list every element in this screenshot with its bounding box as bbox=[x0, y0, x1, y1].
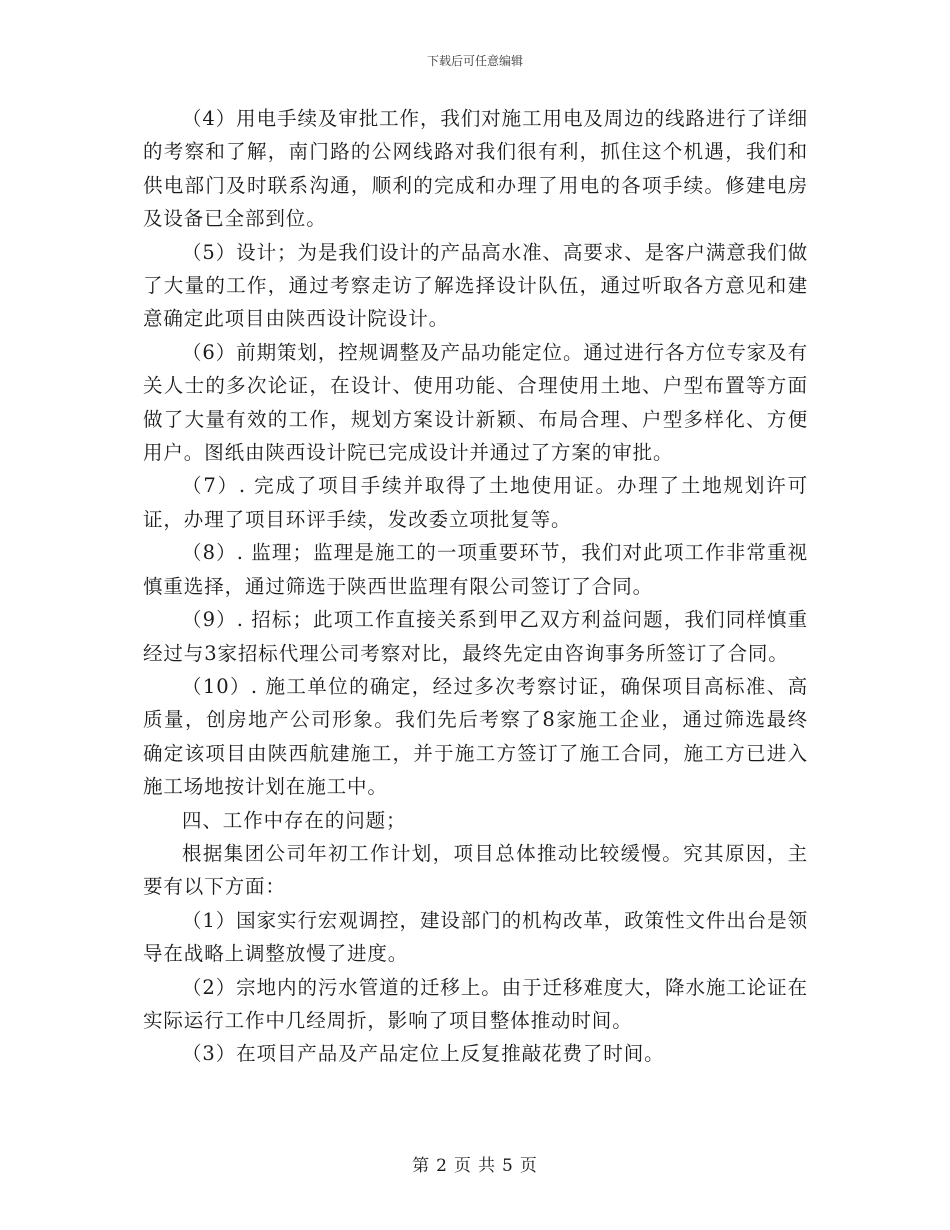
paragraph-item-5-design: （5）设计；为是我们设计的产品高水准、高要求、是客户满意我们做了大量的工作，通过考察走访了解选择设计队伍，通过听取各方意见和建意确定此项目由陕西设计院设计。 bbox=[143, 240, 808, 331]
document-body bbox=[143, 102, 808, 1071]
page-footer bbox=[0, 1151, 950, 1176]
paragraph-item-9-bidding: （9）. 招标；此项工作直接关系到甲乙双方利益问题，我们同样慎重经过与3家招标代理公司考察对比，最终先定由咨询事务所签订了合同。 bbox=[143, 608, 808, 665]
paragraph-problem-2: （2）宗地内的污水管道的迁移上。由于迁移难度大，降水施工论证在实际运行工作中几经周折，影响了项目整体推动时间。 bbox=[143, 975, 808, 1032]
paragraph-item-7-permits: （7）. 完成了项目手续并取得了土地使用证。办理了土地规划许可证，办理了项目环评手续，发改委立项批复等。 bbox=[143, 474, 808, 531]
page-header-note: 下载后可任意编辑 bbox=[426, 54, 523, 68]
footer-total-pages: 5 bbox=[502, 1156, 514, 1176]
paragraph-item-6-planning: （6）前期策划，控规调整及产品功能定位。通过进行各方位专家及有关人士的多次论证，在设计、使用功能、合理使用土地、户型布置等方面做了大量有效的工作，规划方案设计新颖、布局合理、户型多样化、方便用户。图纸由陕西设计院已完成设计并通过了方案的审批。 bbox=[143, 340, 808, 465]
section-heading-problems: 四、工作中存在的问题； bbox=[182, 808, 407, 832]
paragraph-problem-3: （3）在项目产品及产品定位上反复推敲花费了时间。 bbox=[182, 1042, 665, 1066]
footer-prefix: 第 bbox=[412, 1156, 431, 1176]
paragraph-item-4: （4）用电手续及审批工作，我们对施工用电及周边的线路进行了详细的考察和了解，南门路的公网线路对我们很有利，抓住这个机遇，我们和供电部门及时联系沟通，顺利的完成和办理了用电的各项手续。修建电房及设备已全部到位。 bbox=[143, 107, 808, 231]
footer-current-page: 2 bbox=[436, 1156, 448, 1176]
paragraph-item-8-supervision: （8）. 监理；监理是施工的一项重要环节，我们对此项工作非常重视慎重选择，通过筛选于陕西世监理有限公司签订了合同。 bbox=[143, 541, 808, 598]
footer-total-word: 共 bbox=[478, 1156, 496, 1176]
paragraph-item-10-contractor: （10）. 施工单位的确定，经过多次考察讨证，确保项目高标准、高质量，创房地产公司形象。我们先后考察了8家施工企业，通过筛选最终确定该项目由陕西航建施工，并于施工方签订了施工合同，施工方已进入施工场地按计划在施工中。 bbox=[143, 674, 808, 799]
footer-suffix: 页 bbox=[519, 1156, 538, 1176]
footer-page-word: 页 bbox=[454, 1156, 472, 1176]
paragraph-problems-intro: 根据集团公司年初工作计划，项目总体推动比较缓慢。究其原因，主要有以下方面： bbox=[143, 841, 808, 899]
paragraph-problem-1: （1）国家实行宏观调控，建设部门的机构改革，政策性文件出台是领导在战略上调整放慢了进度。 bbox=[143, 908, 808, 966]
